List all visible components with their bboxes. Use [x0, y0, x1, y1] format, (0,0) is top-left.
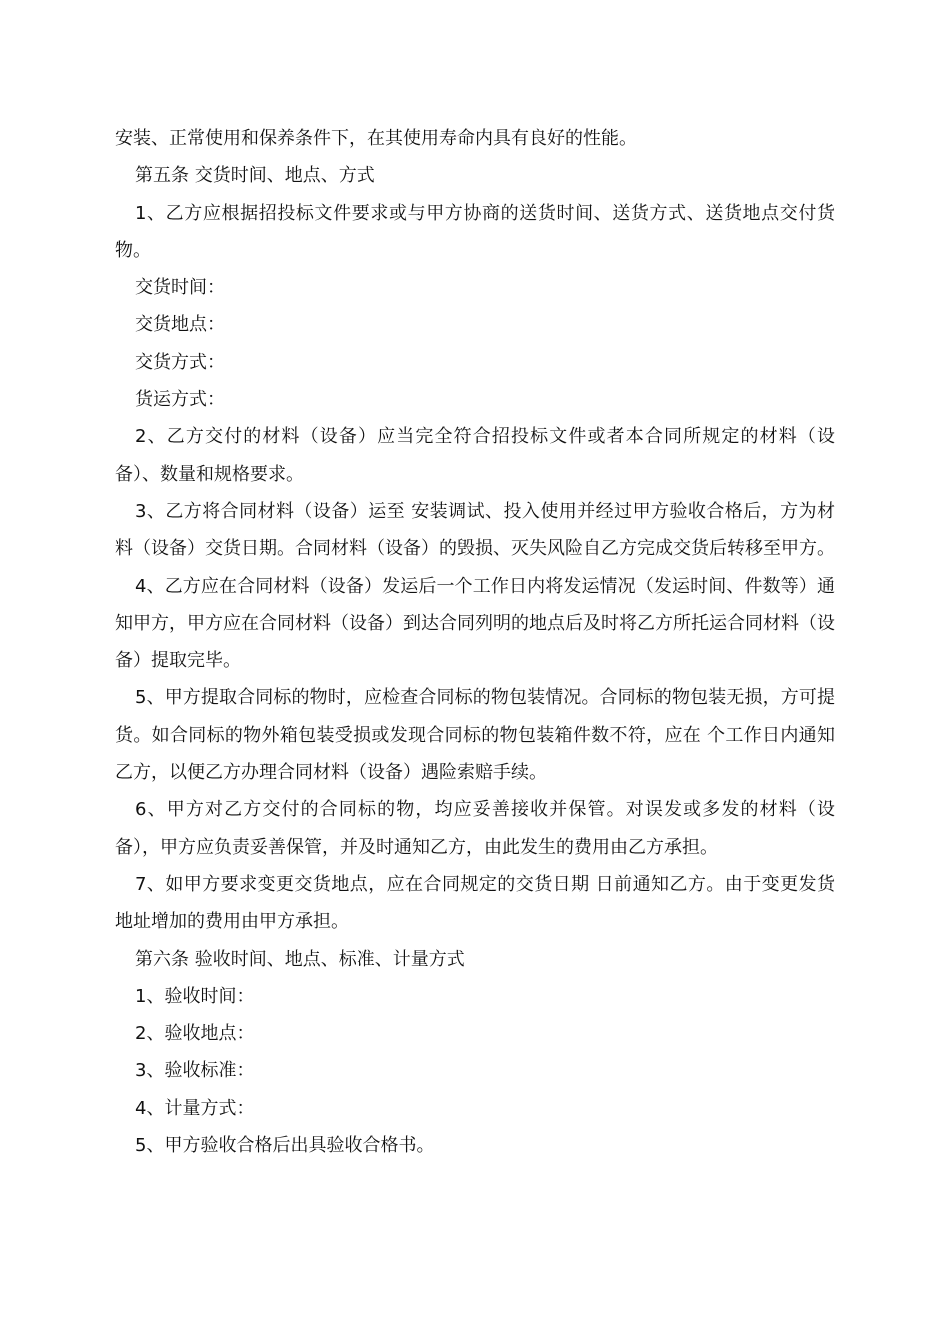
- field-shipping-method: 货运方式：: [135, 389, 225, 411]
- paragraph-5-2: 2、乙方交付的材料（设备）应当完全符合招投标文件或者本合同所规定的材料（设备）、数量和规格要求。: [115, 426, 835, 485]
- field-delivery-method: 交货方式：: [135, 351, 225, 373]
- paragraph-5-4: 4、乙方应在合同材料（设备）发运后一个工作日内将发运情况（发运时间、件数等）通知甲方，甲方应在合同材料（设备）到达合同列明的地点后及时将乙方所托运合同材料（设备）提取完毕。: [115, 575, 835, 672]
- document-page: [115, 120, 835, 1164]
- field-inspection-place: 2、验收地点：: [135, 1023, 255, 1045]
- article-6-heading: 第六条 验收时间、地点、标准、计量方式: [135, 948, 465, 970]
- field-inspection-time: 1、验收时间：: [135, 985, 255, 1007]
- field-delivery-time: 交货时间：: [135, 277, 225, 299]
- paragraph-5-1: 1、乙方应根据招投标文件要求或与甲方协商的送货时间、送货方式、送货地点交付货物。: [115, 202, 835, 261]
- paragraph-5-7: 7、如甲方要求变更交货地点，应在合同规定的交货日期 日前通知乙方。由于变更发货地址增加的费用由甲方承担。: [115, 873, 835, 933]
- paragraph-5-3: 3、乙方将合同材料（设备）运至 安装调试、投入使用并经过甲方验收合格后，方为材料（设备）交货日期。合同材料（设备）的毁损、灭失风险自乙方完成交货后转移至甲方。: [115, 500, 835, 560]
- field-delivery-place: 交货地点：: [135, 314, 225, 336]
- field-inspection-standard: 3、验收标准：: [135, 1060, 255, 1082]
- paragraph-5-6: 6、甲方对乙方交付的合同标的物，均应妥善接收并保管。对误发或多发的材料（设备），甲方应负责妥善保管，并及时通知乙方，由此发生的费用由乙方承担。: [115, 799, 835, 858]
- paragraph-continuation: 安装、正常使用和保养条件下，在其使用寿命内具有良好的性能。: [115, 128, 637, 149]
- field-measurement-method: 4、计量方式：: [135, 1097, 255, 1119]
- paragraph-6-5: 5、甲方验收合格后出具验收合格书。: [135, 1135, 435, 1157]
- article-5-heading: 第五条 交货时间、地点、方式: [135, 165, 375, 187]
- paragraph-5-5: 5、甲方提取合同标的物时，应检查合同标的物包装情况。合同标的物包装无损，方可提货。如合同标的物外箱包装受损或发现合同标的物包装箱件数不符，应在 个工作日内通知乙方，以便乙方办理合同材料（设备）遇险索赔手续。: [115, 687, 835, 784]
